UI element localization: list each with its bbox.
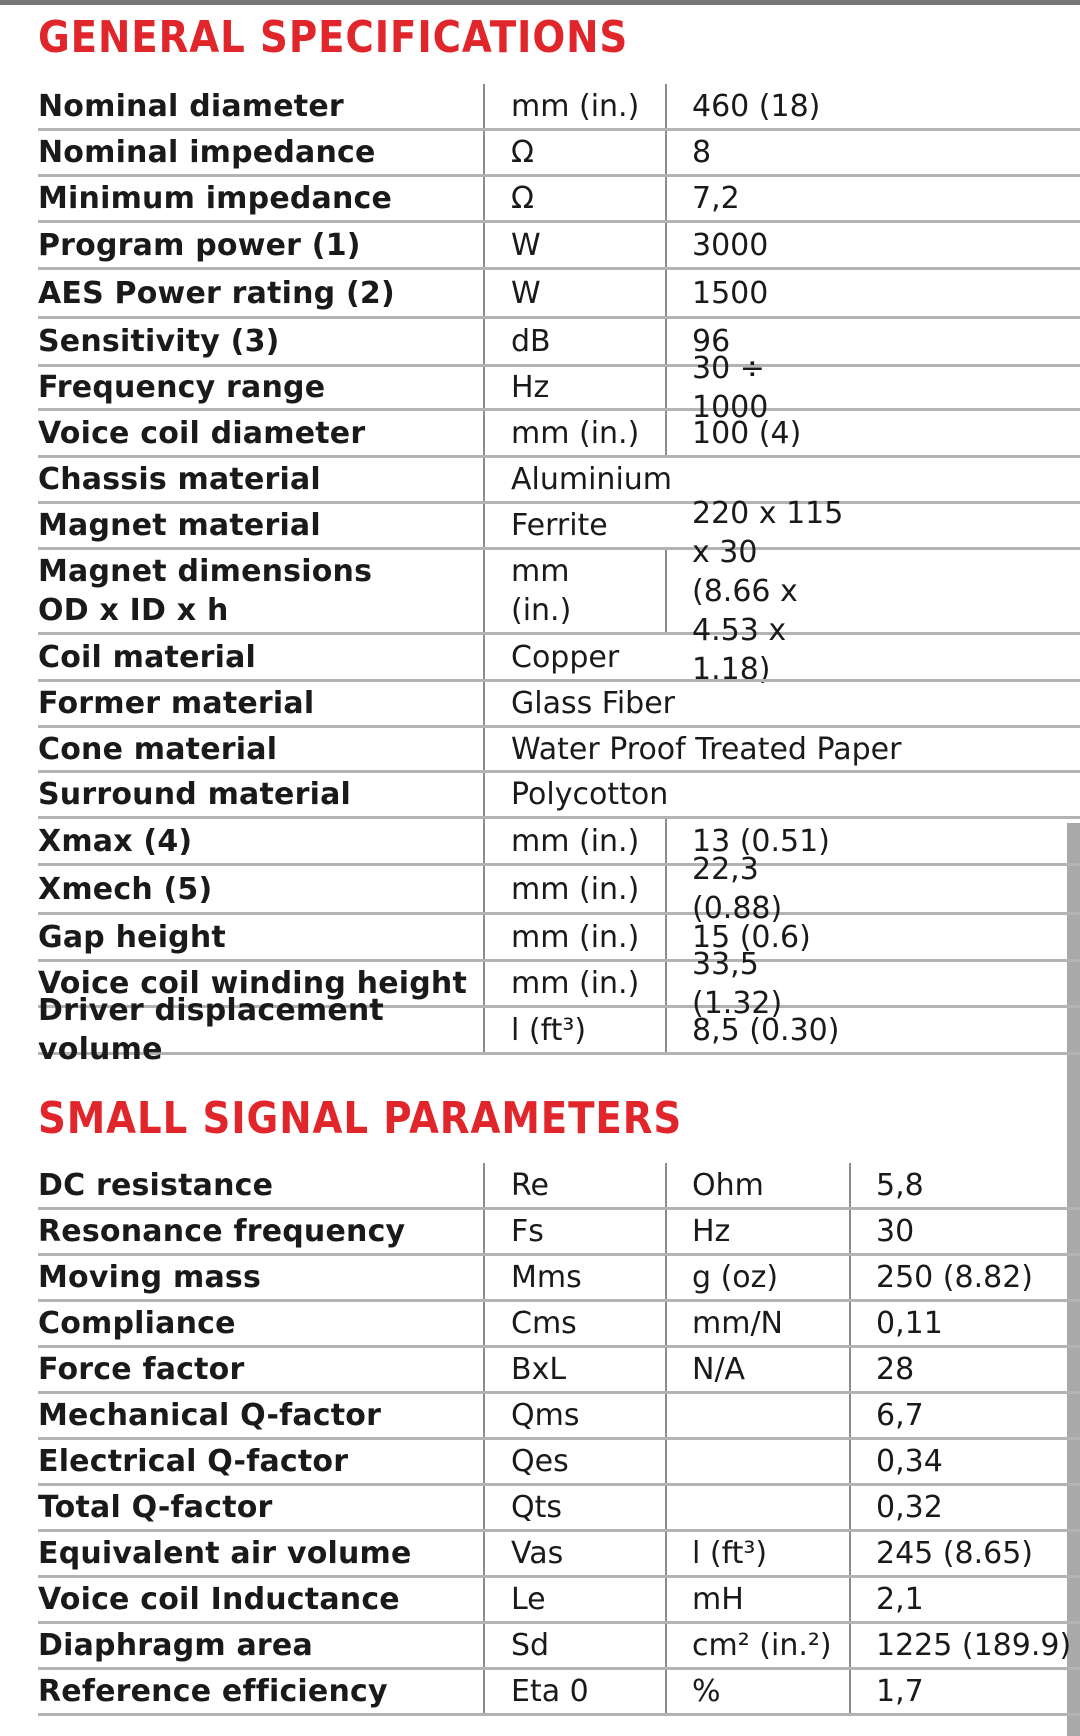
parameter-label: Reference efficiency	[38, 1674, 388, 1709]
parameter-value: 0,32	[849, 1486, 1080, 1529]
spec-value: 22,3 (0.88)	[665, 866, 849, 912]
parameter-label: DC resistance	[38, 1167, 274, 1203]
parameter-row	[38, 1532, 1080, 1578]
spec-label: Driver displacement volume	[38, 993, 384, 1067]
parameter-symbol: Mms	[483, 1256, 665, 1299]
parameter-unit	[665, 1486, 849, 1529]
spec-label: Magnet material	[38, 508, 321, 543]
spec-label: Xmax (4)	[38, 823, 193, 859]
parameter-value: 28	[849, 1348, 1080, 1391]
parameter-label: Force factor	[38, 1352, 245, 1387]
spec-row	[38, 773, 1080, 819]
parameter-row	[38, 1670, 1080, 1716]
spec-unit: mm (in.)	[483, 915, 665, 959]
spec-row	[38, 411, 1080, 458]
spec-label: Coil material	[38, 639, 257, 675]
parameter-unit: %	[665, 1670, 849, 1713]
spec-row	[38, 84, 1080, 131]
spec-row	[38, 270, 1080, 319]
parameter-row	[38, 1348, 1080, 1394]
spec-unit: Hz	[483, 367, 665, 408]
spec-label: Frequency range	[38, 370, 326, 405]
parameter-label: Resonance frequency	[38, 1214, 406, 1249]
spec-row	[38, 915, 1080, 962]
spec-row	[38, 458, 1080, 504]
spec-label: Sensitivity (3)	[38, 324, 280, 359]
spec-row	[38, 728, 1080, 773]
spec-label: Magnet dimensions OD x ID x h	[38, 554, 373, 628]
parameter-unit	[665, 1440, 849, 1483]
parameter-unit	[665, 1394, 849, 1437]
small-signal-parameters-heading: SMALL SIGNAL PARAMETERS	[38, 1093, 683, 1144]
spec-row	[38, 852, 1080, 926]
spec-label: Chassis material	[38, 462, 321, 497]
spec-value: Ferrite	[483, 504, 1080, 547]
spec-unit: mm (in.)	[483, 550, 665, 632]
spec-label: Gap height	[38, 919, 226, 955]
parameter-label: Electrical Q-factor	[38, 1444, 349, 1479]
spec-row	[38, 131, 1080, 177]
spec-row	[38, 819, 1080, 866]
spec-unit: Ω	[483, 177, 665, 220]
parameter-unit: Hz	[665, 1210, 849, 1253]
spec-value: 220 x 115 x 30 (8.66 x 4.53 x 1.18)	[665, 550, 849, 632]
spec-label: Voice coil diameter	[38, 415, 366, 451]
top-rule	[0, 0, 1080, 5]
spec-value: Polycotton	[483, 773, 1080, 816]
spec-row	[38, 177, 1080, 223]
parameter-label: Diaphragm area	[38, 1628, 313, 1663]
parameter-row	[38, 1163, 1080, 1210]
spec-label: Program power (1)	[38, 227, 361, 263]
spec-value: 15 (0.6)	[665, 915, 849, 959]
spec-label: Minimum impedance	[38, 181, 393, 216]
parameter-value: 30	[849, 1210, 1080, 1253]
parameter-unit: l (ft³)	[665, 1532, 849, 1575]
parameter-symbol: Qes	[483, 1440, 665, 1483]
parameter-value: 250 (8.82)	[849, 1256, 1080, 1299]
parameter-unit: cm² (in.²)	[665, 1624, 849, 1667]
spec-row	[38, 993, 1080, 1067]
spec-value: 1500	[665, 270, 849, 316]
parameter-row	[38, 1394, 1080, 1440]
spec-value: 460 (18)	[665, 84, 849, 128]
parameter-row	[38, 1210, 1080, 1256]
spec-unit: W	[483, 223, 665, 267]
spec-value: 100 (4)	[665, 411, 849, 455]
spec-value: 8,5 (0.30)	[665, 1008, 849, 1052]
parameter-unit: g (oz)	[665, 1256, 849, 1299]
parameter-value: 1225 (189.9)	[849, 1624, 1080, 1667]
parameter-label: Total Q-factor	[38, 1490, 273, 1525]
spec-row	[38, 223, 1080, 270]
parameter-label: Voice coil Inductance	[38, 1582, 400, 1617]
parameter-symbol: Vas	[483, 1532, 665, 1575]
spec-value: 7,2	[665, 177, 849, 220]
spec-unit: dB	[483, 319, 665, 364]
spec-value: 8	[665, 131, 849, 174]
parameter-row	[38, 1440, 1080, 1486]
parameter-label: Mechanical Q-factor	[38, 1398, 382, 1433]
spec-value: Water Proof Treated Paper	[483, 728, 1080, 770]
parameter-unit: Ohm	[665, 1163, 849, 1207]
parameter-row	[38, 1256, 1080, 1302]
spec-unit: mm (in.)	[483, 411, 665, 455]
parameter-unit: N/A	[665, 1348, 849, 1391]
spec-label: Voice coil winding height	[38, 966, 467, 1001]
spec-unit: mm (in.)	[483, 819, 665, 863]
spec-value: Copper	[483, 635, 1080, 679]
spec-label: Surround material	[38, 777, 351, 812]
spec-unit: W	[483, 270, 665, 316]
parameter-value: 1,7	[849, 1670, 1080, 1713]
spec-label: Nominal impedance	[38, 135, 376, 170]
spec-label: AES Power rating (2)	[38, 275, 395, 311]
spec-unit: l (ft³)	[483, 1008, 665, 1052]
parameter-label: Compliance	[38, 1306, 236, 1341]
parameter-symbol: Fs	[483, 1210, 665, 1253]
spec-label: Nominal diameter	[38, 88, 344, 124]
parameter-row	[38, 1302, 1080, 1348]
parameter-symbol: BxL	[483, 1348, 665, 1391]
spec-value: 30 ÷ 1000	[665, 367, 849, 408]
parameter-symbol: Cms	[483, 1302, 665, 1345]
spec-row	[38, 682, 1080, 728]
parameter-symbol: Sd	[483, 1624, 665, 1667]
parameter-value: 245 (8.65)	[849, 1532, 1080, 1575]
spec-label: Xmech (5)	[38, 871, 213, 907]
spec-value: Aluminium	[483, 458, 1080, 501]
spec-value: 3000	[665, 223, 849, 267]
parameter-value: 6,7	[849, 1394, 1080, 1437]
general-specifications-heading: GENERAL SPECIFICATIONS	[38, 12, 629, 63]
spec-row	[38, 319, 1080, 367]
spec-row	[38, 635, 1080, 682]
parameter-value: 2,1	[849, 1578, 1080, 1621]
parameter-label: Equivalent air volume	[38, 1536, 412, 1571]
spec-value: 13 (0.51)	[665, 819, 849, 863]
spec-unit: mm (in.)	[483, 962, 665, 1005]
parameter-value: 5,8	[849, 1163, 1080, 1207]
spec-label: Cone material	[38, 731, 278, 767]
parameter-row	[38, 1486, 1080, 1532]
parameter-value: 0,11	[849, 1302, 1080, 1345]
parameter-unit: mm/N	[665, 1302, 849, 1345]
parameter-symbol: Eta 0	[483, 1670, 665, 1713]
spec-value: Glass Fiber	[483, 682, 1080, 725]
parameter-symbol: Qms	[483, 1394, 665, 1437]
parameter-symbol: Qts	[483, 1486, 665, 1529]
parameter-symbol: Re	[483, 1163, 665, 1207]
parameter-row	[38, 1624, 1080, 1670]
spec-row	[38, 350, 1080, 425]
parameter-unit: mH	[665, 1578, 849, 1621]
parameter-symbol: Le	[483, 1578, 665, 1621]
parameter-row	[38, 1578, 1080, 1624]
spec-value: 33,5 (1.32)	[665, 962, 849, 1005]
spec-label: Former material	[38, 686, 315, 721]
spec-row	[38, 504, 1080, 550]
spec-value: 96	[665, 319, 849, 364]
spec-unit: mm (in.)	[483, 866, 665, 912]
parameter-value: 0,34	[849, 1440, 1080, 1483]
spec-unit: mm (in.)	[483, 84, 665, 128]
spec-unit: Ω	[483, 131, 665, 174]
parameter-label: Moving mass	[38, 1260, 261, 1295]
